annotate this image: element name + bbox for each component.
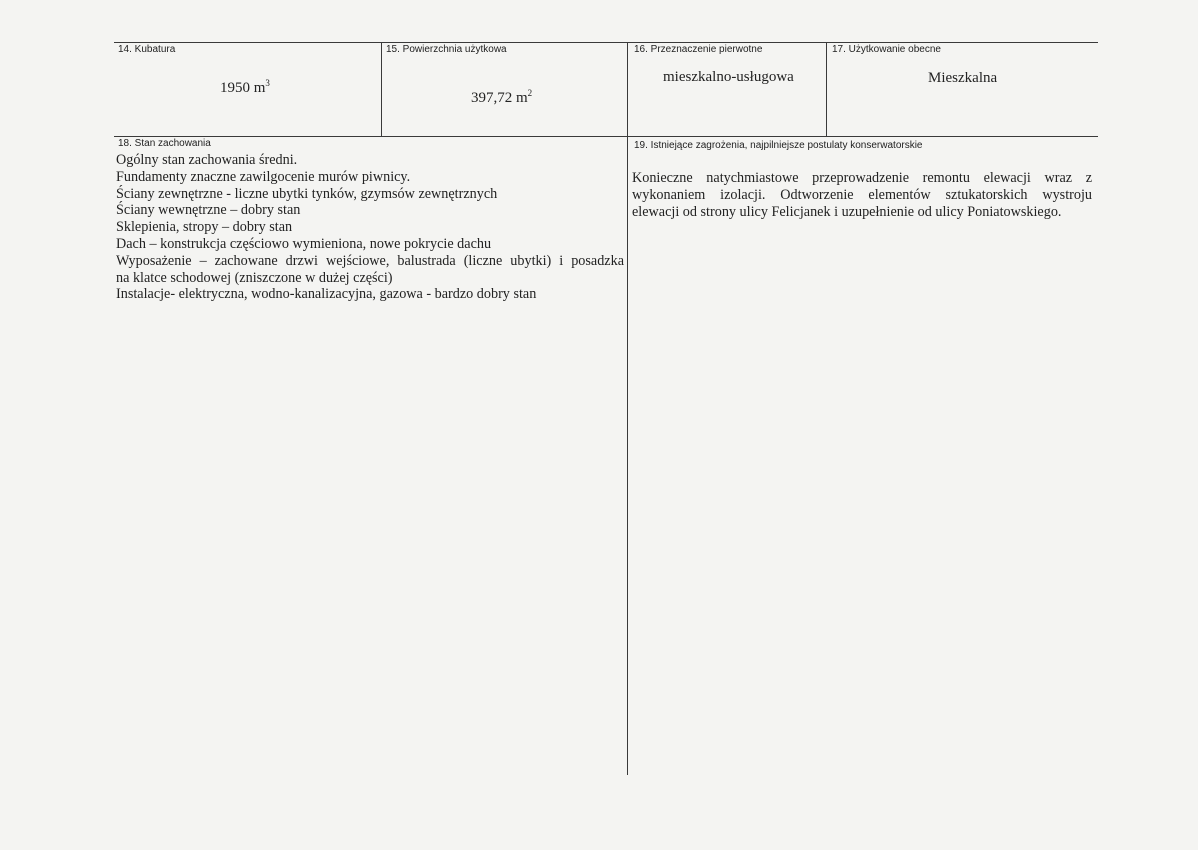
text-line: Fundamenty znaczne zawilgocenie murów piwnicy. [116,168,411,185]
kubatura-number: 1950 m [220,80,266,96]
text-line: Ściany wewnętrzne – dobry stan [116,202,301,219]
powierzchnia-label: 15. Powierzchnia użytkowa [386,44,507,55]
divider-14-15 [381,42,382,137]
powierzchnia-value [471,90,532,107]
text-line: Wyposażenie – zachowane drzwi wejściowe, balustrada (liczne ubytki) i posadzka [116,252,624,269]
divider-16-17 [826,42,827,137]
uzytkowanie-value: Mieszkalna [928,70,998,86]
stan-zachowania-label: 18. Stan zachowania [118,138,211,149]
text-line: Konieczne natychmiastowe przeprowadzenie remontu elewacji wraz z [632,170,1092,186]
kubatura-unit-exponent: 3 [265,78,270,88]
middle-rule [114,136,1098,137]
text-line: elewacji od strony ulicy Felicjanek i uzupełnienie od ulicy Poniatowskiego. [632,203,1062,220]
top-rule [114,42,1098,43]
kubatura-value [220,80,270,97]
text-line: na klatce schodowej (zniszczone w dużej części) [116,269,393,286]
zagrozenia-text [632,170,1092,220]
uzytkowanie-label: 17. Użytkowanie obecne [832,44,941,55]
kubatura-label: 14. Kubatura [118,44,176,55]
text-line: Ściany zewnętrzne - liczne ubytki tynków, gzymsów zewnętrznych [116,185,498,202]
powierzchnia-number: 397,72 m [471,90,528,106]
text-line: Ogólny stan zachowania średni. [116,152,298,168]
zagrozenia-label: 19. Istniejące zagrożenia, najpilniejsze postulaty konserwatorskie [634,140,923,151]
text-line: wykonaniem izolacji. Odtworzenie elementów sztukatorskich wystroju [632,186,1092,203]
przeznaczenie-value: mieszkalno-usługowa [663,69,794,85]
text-line: Sklepienia, stropy – dobry stan [116,219,293,236]
text-line: Instalacje- elektryczna, wodno-kanalizacyjna, gazowa - bardzo dobry stan [116,286,537,303]
przeznaczenie-label: 16. Przeznaczenie pierwotne [634,44,763,55]
divider-center [627,42,628,775]
text-line: Dach – konstrukcja częściowo wymieniona, nowe pokrycie dachu [116,235,492,252]
stan-zachowania-text [116,152,624,303]
powierzchnia-unit-exponent: 2 [527,88,533,98]
